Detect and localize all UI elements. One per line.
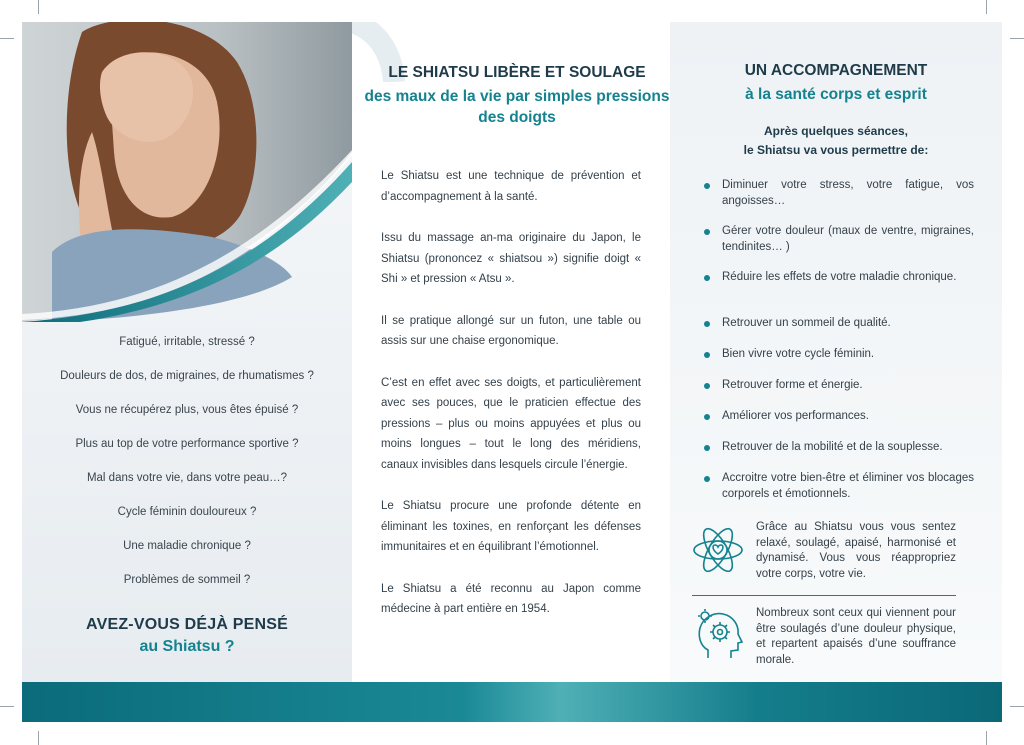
- subtitle-line-2: le Shiatsu va vous permettre de:: [743, 143, 929, 157]
- questions-list: [22, 334, 352, 606]
- list-item: Gérer votre douleur (maux de ventre, migraines, tendinites… ): [704, 224, 974, 270]
- heading-line-1: AVEZ-VOUS DÉJÀ PENSÉ: [86, 616, 288, 633]
- list-item: Retrouver de la mobilité et de la souplesse.: [704, 440, 974, 471]
- bullet-dot-icon: [704, 383, 710, 389]
- testimony-text: Nombreux sont ceux qui viennent pour être soulagés d’une douleur physique, et repartent apaisés d’une souffrance morale.: [756, 607, 956, 666]
- question-item: Mal dans votre vie, dans votre peau…?: [86, 472, 288, 484]
- title-line-2: à la santé corps et esprit: [745, 86, 927, 103]
- benefits-list: [704, 178, 974, 502]
- panel-middle-body: [381, 166, 641, 641]
- relaxation-text: Grâce au Shiatsu vous vous sentez relaxé, soulagé, apaisé, harmonisé et dynamisé. Vous vous réappropriez votre corps, votre vie.: [756, 521, 956, 580]
- bullet-dot-icon: [704, 445, 710, 451]
- list-item: Retrouver forme et énergie.: [704, 378, 974, 409]
- bullet-dot-icon: [704, 414, 710, 420]
- question-item: Une maladie chronique ?: [123, 540, 251, 552]
- paragraph: Le Shiatsu procure une profonde détente en éliminant les toxines, en renforçant les défenses immunitaires et en équilibrant l’émotionnel.: [381, 500, 641, 553]
- question-item: Vous ne récupérez plus, vous êtes épuisé ?: [75, 404, 299, 416]
- bullet-dot-icon: [704, 275, 710, 281]
- panel-middle-title: [358, 64, 676, 128]
- list-item: Réduire les effets de votre maladie chronique.: [704, 270, 974, 316]
- panel-left: [22, 22, 352, 682]
- bullet-dot-icon: [704, 352, 710, 358]
- list-item: Retrouver un sommeil de qualité.: [704, 316, 974, 347]
- bullet-dot-icon: [704, 321, 710, 327]
- title-line-1: LE SHIATSU LIBÈRE ET SOULAGE: [388, 64, 646, 81]
- paragraph: Il se pratique allongé sur un futon, une table ou assis sur une chaise ergonomique.: [381, 314, 641, 347]
- paragraph: Le Shiatsu a été reconnu au Japon comme médecine à part entière en 1954.: [381, 582, 641, 615]
- question-item: Problèmes de sommeil ?: [123, 574, 251, 586]
- list-item: Bien vivre votre cycle féminin.: [704, 347, 974, 378]
- subtitle-line-1: Après quelques séances,: [763, 124, 909, 138]
- bullet-dot-icon: [704, 229, 710, 235]
- paragraph: C’est en effet avec ses doigts, et particulièrement avec ses pouces, que le praticien effectue des pressions – plus ou moins appuyées et plus ou moins longues – tout le long des méridiens, canaux invisibles dans lesquels circule l’énergie.: [381, 376, 641, 471]
- bullet-dot-icon: [704, 476, 710, 482]
- list-item: Diminuer votre stress, votre fatigue, vos angoisses…: [704, 178, 974, 224]
- panel-right-title: [670, 62, 1002, 104]
- heading-line-2: au Shiatsu ?: [139, 638, 235, 655]
- title-line-2: des maux de la vie par simples pressions des doigts: [364, 88, 670, 126]
- question-item: Plus au top de votre performance sportive ?: [75, 438, 299, 450]
- paragraph: Le Shiatsu est une technique de prévention et d’accompagnement à la santé.: [381, 170, 641, 203]
- bullet-dot-icon: [704, 183, 710, 189]
- list-item: Améliorer vos performances.: [704, 409, 974, 440]
- bottom-color-band: [22, 682, 1002, 722]
- panel-left-heading: [22, 616, 352, 656]
- list-item: Accroitre votre bien-être et éliminer vos blocages corporels et émotionnels.: [704, 471, 974, 502]
- question-item: Douleurs de dos, de migraines, de rhumatismes ?: [60, 370, 314, 382]
- panel-right-subtitle: [670, 122, 1002, 160]
- atom-heart-icon: [692, 520, 748, 582]
- question-item: Fatigué, irritable, stressé ?: [119, 336, 255, 348]
- title-line-1: UN ACCOMPAGNEMENT: [744, 62, 928, 79]
- question-item: Cycle féminin douloureux ?: [117, 506, 257, 518]
- paragraph: Issu du massage an-ma originaire du Japon, le Shiatsu (prononcez « shiatsou ») signifie doigt « Shi » et pression « Atsu ».: [381, 232, 641, 285]
- head-gear-icon: [692, 606, 748, 668]
- brochure-sheet: [22, 22, 1002, 722]
- woman-headache-photo: [22, 22, 352, 322]
- panel-right: [670, 22, 1002, 682]
- panel-middle: [352, 22, 670, 682]
- divider: [692, 595, 956, 596]
